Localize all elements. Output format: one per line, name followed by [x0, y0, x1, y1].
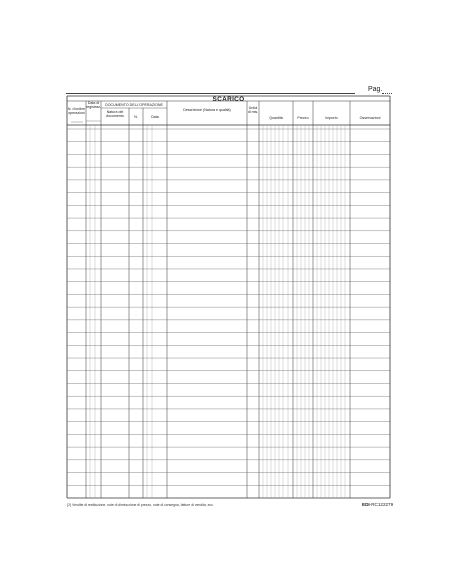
footnote: (2) Vendite di restituzione, note di diminuzione di prezzo, note di consegna, fatture di vendita, ecc.	[67, 503, 214, 507]
col-notes-header: Osservazioni	[359, 116, 381, 120]
col-date-reg-header: Data di registraz.	[86, 101, 101, 110]
publisher-code-text: -RC122279	[369, 502, 394, 507]
col-quantity-header: Quantità	[269, 116, 283, 120]
col-order-header: N. d'ordine operazioni	[67, 107, 86, 116]
publisher-brand: EDI	[362, 502, 370, 507]
col-doc-date-header: Data	[151, 115, 159, 119]
col-price-header: Prezzo	[297, 116, 309, 120]
page-number-label: Pag.	[368, 86, 383, 93]
col-doc-num-header: N.	[134, 115, 138, 119]
col-doc-nature-header: Natura del documento	[106, 110, 124, 119]
publisher-code	[362, 502, 393, 507]
col-description-header: Descrizione (Natura e qualità)	[183, 108, 231, 112]
form-title: SCARICO	[212, 96, 245, 103]
col-amount-header: Importo	[325, 116, 338, 120]
col-unit-header: Unità di mis.	[247, 106, 259, 115]
col-doc-group-header: DOCUMENTO DELL'OPERAZIONE	[105, 103, 163, 107]
